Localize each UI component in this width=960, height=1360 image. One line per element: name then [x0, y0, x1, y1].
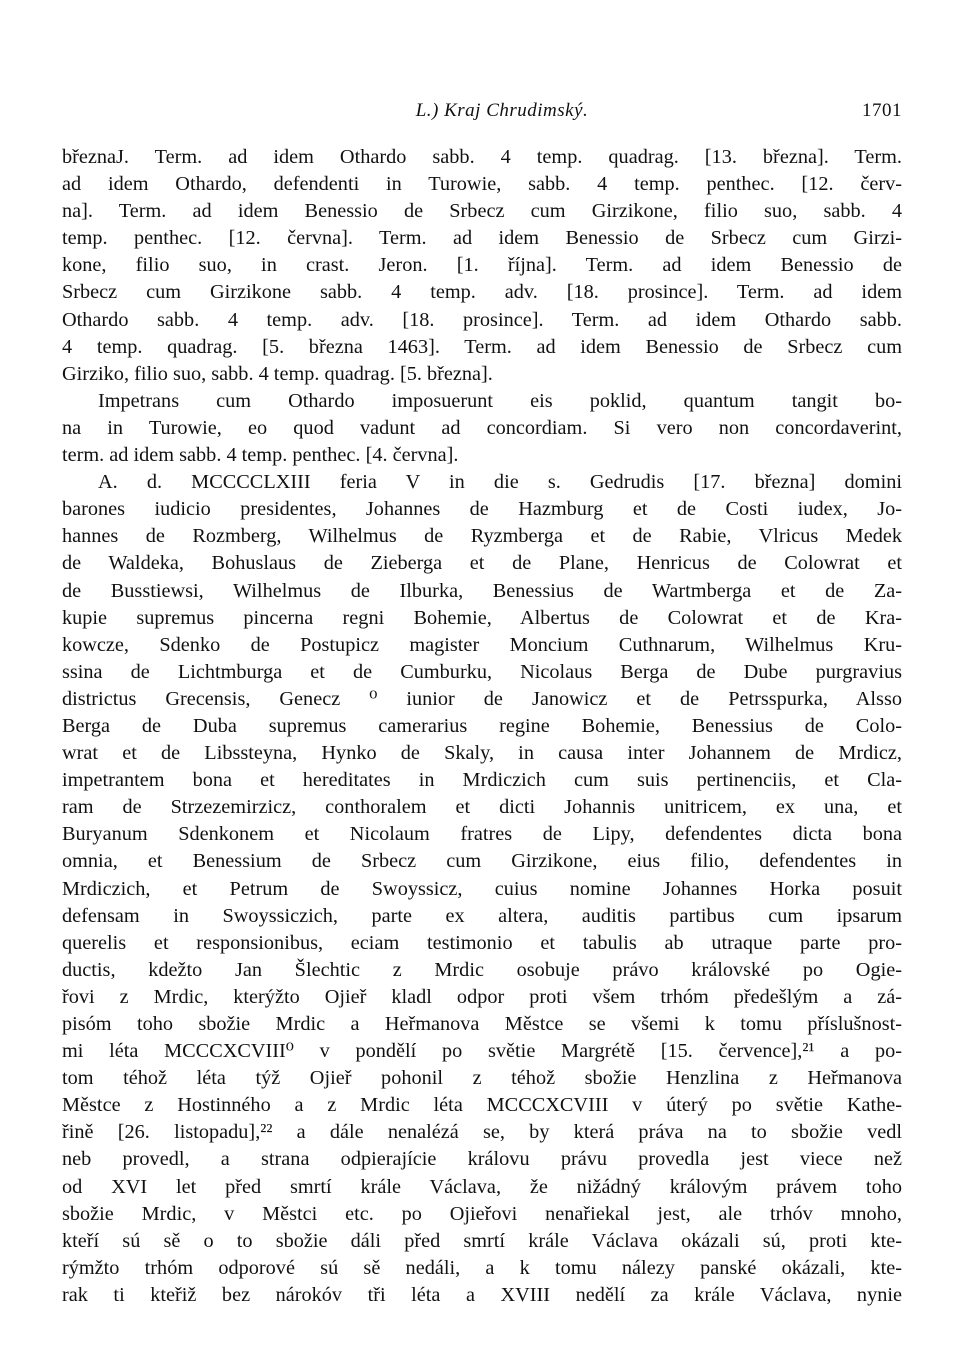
text-line: de Busstiewsi, Wilhelmus de Ilburka, Benessius de Wartmberga et de Za- [62, 579, 902, 602]
text-line: řovi z Mrdic, kterýžto Ojieř kladl odpor proti všem trhóm předešlým a zá- [62, 985, 902, 1008]
text-line: Othardo sabb. 4 temp. adv. [18. prosince]. Term. ad idem Othardo sabb. [62, 308, 902, 331]
text-line: ssina de Lichtmburga et de Cumburku, Nicolaus Berga de Dube purgravius [62, 660, 902, 683]
text-line: ductis, kdežto Jan Šlechtic z Mrdic osobuje právo královské po Ogie- [62, 958, 902, 981]
text-line: rak ti kteřiž bez nárokóv tři léta a XVIII nedělí za krále Václava, nynie [62, 1283, 902, 1306]
text-line: omnia, et Benessium de Srbecz cum Girzikone, eius filio, defendentes in [62, 850, 902, 873]
text-line: impetrantem bona et hereditates in Mrdiczich cum suis pertinenciis, et Cla- [62, 769, 902, 792]
text-line: od XVI let před smrtí krále Václava, že nižádný královým právem toho [62, 1175, 902, 1198]
text-line: kone, filio suo, in crast. Jeron. [1. října]. Term. ad idem Benessio de [62, 254, 902, 277]
text-line: querelis et responsionibus, eciam testimonio et tabulis ab utraque parte pro- [62, 931, 902, 954]
text-line: Městce z Hostinného a z Mrdic léta MCCCXCVIII v úterý po světie Kathe- [62, 1094, 902, 1117]
text-line: na in Turowie, eo quod vadunt ad concordiam. Si vero non concordaverint, [62, 416, 902, 439]
text-line: na]. Term. ad idem Benessio de Srbecz cum Girzikone, filio suo, sabb. 4 [62, 200, 902, 223]
text-line: sbožie Mrdic, v Městci etc. po Ojieřovi nenařiekal jest, ale trhóv mnoho, [62, 1202, 902, 1225]
text-line: defensam in Swoyssiczich, parte ex altera, auditis partibus cum ipsarum [62, 904, 902, 927]
text-line: A. d. MCCCCLXIII feria V in die s. Gedrudis [17. března] domini [98, 471, 902, 494]
text-line: kteří sú sě o to sbožie dáli před smrtí krále Václava okázali sú, proti kte- [62, 1229, 902, 1252]
text-line: Girziko, filio suo, sabb. 4 temp. quadrag. [5. března]. [62, 362, 493, 385]
text-line: ad idem Othardo, defendenti in Turowie, sabb. 4 temp. penthec. [12. červ- [62, 173, 902, 196]
text-line: Berga de Duba supremus camerarius regine Bohemie, Benessius de Colo- [62, 714, 902, 737]
text-line: Mrdiczich, et Petrum de Swoyssicz, cuius nomine Johannes Horka posuit [62, 877, 902, 900]
document-page [62, 94, 902, 1309]
text-line: ram de Strzezemirzicz, conthoralem et dicti Johannis unitricem, ex una, et [62, 796, 902, 819]
text-line: řině [26. listopadu],²² a dále nenalézá se, by která práva na to sbožie vedl [62, 1121, 902, 1144]
text-line: Buryanum Sdenkonem et Nicolaum fratres de Lipy, defendentes dicta bona [62, 823, 902, 846]
text-line: barones iudicio presidentes, Johannes de Hazmburg et de Costi iudex, Jo- [62, 498, 902, 521]
text-line: kowcze, Sdenko de Postupicz magister Moncium Cuthnarum, Wilhelmus Kru- [62, 633, 902, 656]
text-line: Impetrans cum Othardo imposuerunt eis poklid, quantum tangit bo- [98, 389, 902, 412]
text-line: Srbecz cum Girzikone sabb. 4 temp. adv. [18. prosince]. Term. ad idem [62, 281, 902, 304]
body-text [62, 144, 902, 1309]
page-number: 1701 [862, 100, 902, 121]
text-line: tom téhož léta týž Ojieř pohonil z téhož sbožie Henzlina z Heřmanova [62, 1067, 902, 1090]
text-line: březnaJ. Term. ad idem Othardo sabb. 4 temp. quadrag. [13. března]. Term. [62, 146, 902, 168]
text-line: temp. penthec. [12. června]. Term. ad idem Benessio de Srbecz cum Girzi- [62, 227, 902, 250]
text-line: hannes de Rozmberg, Wilhelmus de Ryzmberga et de Rabie, Vlricus Medek [62, 525, 902, 548]
text-line: mi léta MCCCXCVIII⁰ v pondělí po světie Margrétě [15. července],²¹ a po- [62, 1040, 902, 1063]
text-line: 4 temp. quadrag. [5. března 1463]. Term. ad idem Benessio de Srbecz cum [62, 335, 902, 358]
text-line: rýmžto trhóm odporové sú sě nedáli, a k tomu nálezy panské okázali, kte- [62, 1256, 902, 1279]
text-line: wrat et de Libssteyna, Hynko de Skaly, in causa inter Johannem de Mrdicz, [62, 742, 902, 765]
text-line: neb provedl, a strana odpierajície královu právu provedla jest viece než [62, 1148, 902, 1171]
text-line: term. ad idem sabb. 4 temp. penthec. [4. června]. [62, 444, 459, 467]
running-title: L.) Kraj Chrudimský. [415, 100, 589, 121]
text-line: de Waldeka, Bohuslaus de Zieberga et de Plane, Henricus de Colowrat et [62, 552, 902, 575]
page-header [62, 94, 902, 144]
text-line: kupie supremus pincerna regni Bohemie, Albertus de Colowrat et de Kra- [62, 606, 902, 629]
text-line: pisóm toho sbožie Mrdic a Heřmanova Městce se všemi k tomu příslušnost- [62, 1013, 902, 1035]
text-line: districtus Grecensis, Genecz ⁰ iunior de Janowicz et de Petrsspurka, Alsso [62, 687, 902, 710]
